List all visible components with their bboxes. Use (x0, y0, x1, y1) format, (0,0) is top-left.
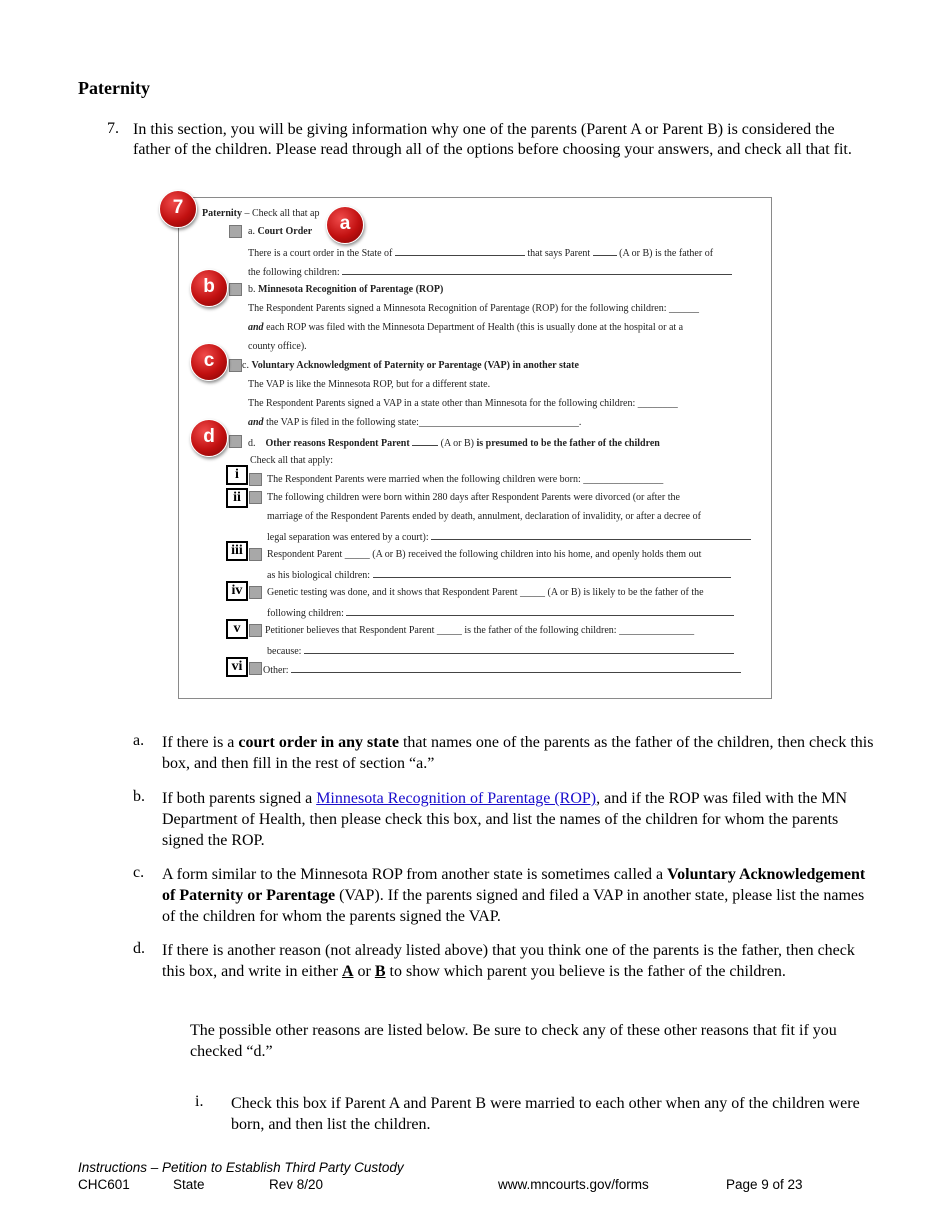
item-text-a: If there is a court order in any state that names one of the parents as the father of the children, then check this box, and then fill in the rest of section “a.” (162, 734, 874, 772)
other-reasons-paragraph: The possible other reasons are listed below. Be sure to check any of these other reasons that fit if you checked “d.” (190, 1022, 837, 1060)
badge-c: c (190, 343, 228, 381)
checkbox-d-i (249, 473, 262, 486)
option-a-heading: a. Court Order (248, 226, 313, 237)
badge-7: 7 (159, 190, 197, 228)
sub-item-text-i: Check this box if Parent A and Parent B were married to each other when any of the children were born, and then list the children. (231, 1095, 860, 1133)
form-title: Paternity – Check all that ap (202, 208, 320, 219)
roman-marker-i: i (226, 465, 248, 485)
reason-vi-line: Other: (263, 663, 741, 677)
checkbox-d-v (249, 624, 262, 637)
item-letter-d: d. (133, 940, 145, 957)
option-b-line2: and each ROP was filed with the Minnesota Department of Health (this is usually done at the hospital or at a (248, 322, 684, 333)
option-a-line1: There is a court order in the State of that says Parent (A or B) is the father of (248, 248, 714, 259)
reason-ii-line3: legal separation was entered by a court): (267, 530, 751, 544)
checkbox-b (229, 283, 242, 296)
checkbox-c (229, 359, 242, 372)
sub-item-number-i: i. (195, 1093, 204, 1110)
item-text-b: If both parents signed a Minnesota Recognition of Parentage (ROP), and if the ROP was filed with the MN Department of Health, then please check this box, and list the names of the children for whom the parents signed the ROP. (162, 790, 848, 849)
item-letter-c: c. (133, 864, 145, 881)
option-a-line2: the following children: (248, 265, 732, 279)
option-b-line1: The Respondent Parents signed a Minnesota Recognition of Parentage (ROP) for the following children: ______ (248, 303, 700, 314)
footer-state: State (173, 1177, 205, 1192)
footer-title: Instructions – Petition to Establish Third Party Custody (78, 1160, 404, 1175)
item-text-c: A form similar to the Minnesota ROP from another state is sometimes called a Voluntary Acknowledgement of Paternity or Parentage (VAP). If the parents signed and filed a VAP in another state, please list the names of the children for whom the parents signed the VAP. (162, 866, 866, 925)
option-d-heading: d. Other reasons Respondent Parent (A or B) is presumed to be the father of the children (248, 438, 660, 449)
intro-paragraph: In this section, you will be giving information why one of the parents (Parent A or Parent B) is considered the father of the children. Please read through all of the options before choosing your answers, and check all that fit. (133, 121, 852, 158)
option-d-check-all: Check all that apply: (250, 455, 334, 466)
option-c-line2: The Respondent Parents signed a VAP in a state other than Minnesota for the following children: ________ (248, 398, 678, 409)
footer-rev: Rev 8/20 (269, 1177, 324, 1192)
checkbox-d (229, 435, 242, 448)
badge-a: a (326, 206, 364, 244)
checkbox-d-iv (249, 586, 262, 599)
item-number: 7. (107, 120, 119, 137)
checkbox-a (229, 225, 242, 238)
item-letter-b: b. (133, 788, 145, 805)
roman-marker-ii: ii (226, 488, 248, 508)
option-c-line1: The VAP is like the Minnesota ROP, but for a different state. (248, 379, 491, 390)
rop-link[interactable]: Minnesota Recognition of Parentage (ROP) (316, 790, 597, 807)
footer-url[interactable]: www.mncourts.gov/forms (498, 1177, 649, 1192)
reason-iv-line2: following children: (267, 606, 734, 620)
roman-marker-iii: iii (226, 541, 248, 561)
section-heading: Paternity (78, 78, 150, 98)
reason-v-line2: because: (267, 644, 734, 658)
reason-iii-line1: Respondent Parent _____ (A or B) received the following children into his home, and openly holds them out (267, 549, 702, 560)
option-b-line3: county office). (248, 341, 307, 352)
form-excerpt-image (178, 197, 772, 699)
checkbox-d-ii (249, 491, 262, 504)
reason-ii-line1: The following children were born within 280 days after Respondent Parents were divorced (or after the (267, 492, 680, 503)
option-b-heading: b. Minnesota Recognition of Parentage (ROP) (248, 284, 444, 295)
item-letter-a: a. (133, 732, 145, 749)
roman-marker-iv: iv (226, 581, 248, 601)
roman-marker-v: v (226, 619, 248, 639)
reason-ii-line2: marriage of the Respondent Parents ended by death, annulment, declaration of invalidity, or after a decree of (267, 511, 701, 522)
footer-page-number: Page 9 of 23 (726, 1177, 803, 1192)
footer-code: CHC601 (78, 1177, 130, 1192)
badge-b: b (190, 269, 228, 307)
option-c-heading: c. Voluntary Acknowledgment of Paternity or Parentage (VAP) in another state (242, 360, 579, 371)
reason-v-line1: Petitioner believes that Respondent Parent _____ is the father of the following children: _______________ (265, 625, 695, 636)
item-text-d: If there is another reason (not already listed above) that you think one of the parents is the father, then check this box, and write in either A or B to show which parent you believe is the father of the children. (162, 942, 855, 980)
reason-iii-line2: as his biological children: (267, 568, 731, 582)
badge-d: d (190, 419, 228, 457)
checkbox-d-vi (249, 662, 262, 675)
reason-i-line: The Respondent Parents were married when the following children were born: ________________ (267, 474, 664, 485)
option-c-line3: and the VAP is filed in the following state:________________________________. (248, 417, 582, 428)
checkbox-d-iii (249, 548, 262, 561)
roman-marker-vi: vi (226, 657, 248, 677)
reason-iv-line1: Genetic testing was done, and it shows that Respondent Parent _____ (A or B) is likely to be the father of the (267, 587, 704, 598)
